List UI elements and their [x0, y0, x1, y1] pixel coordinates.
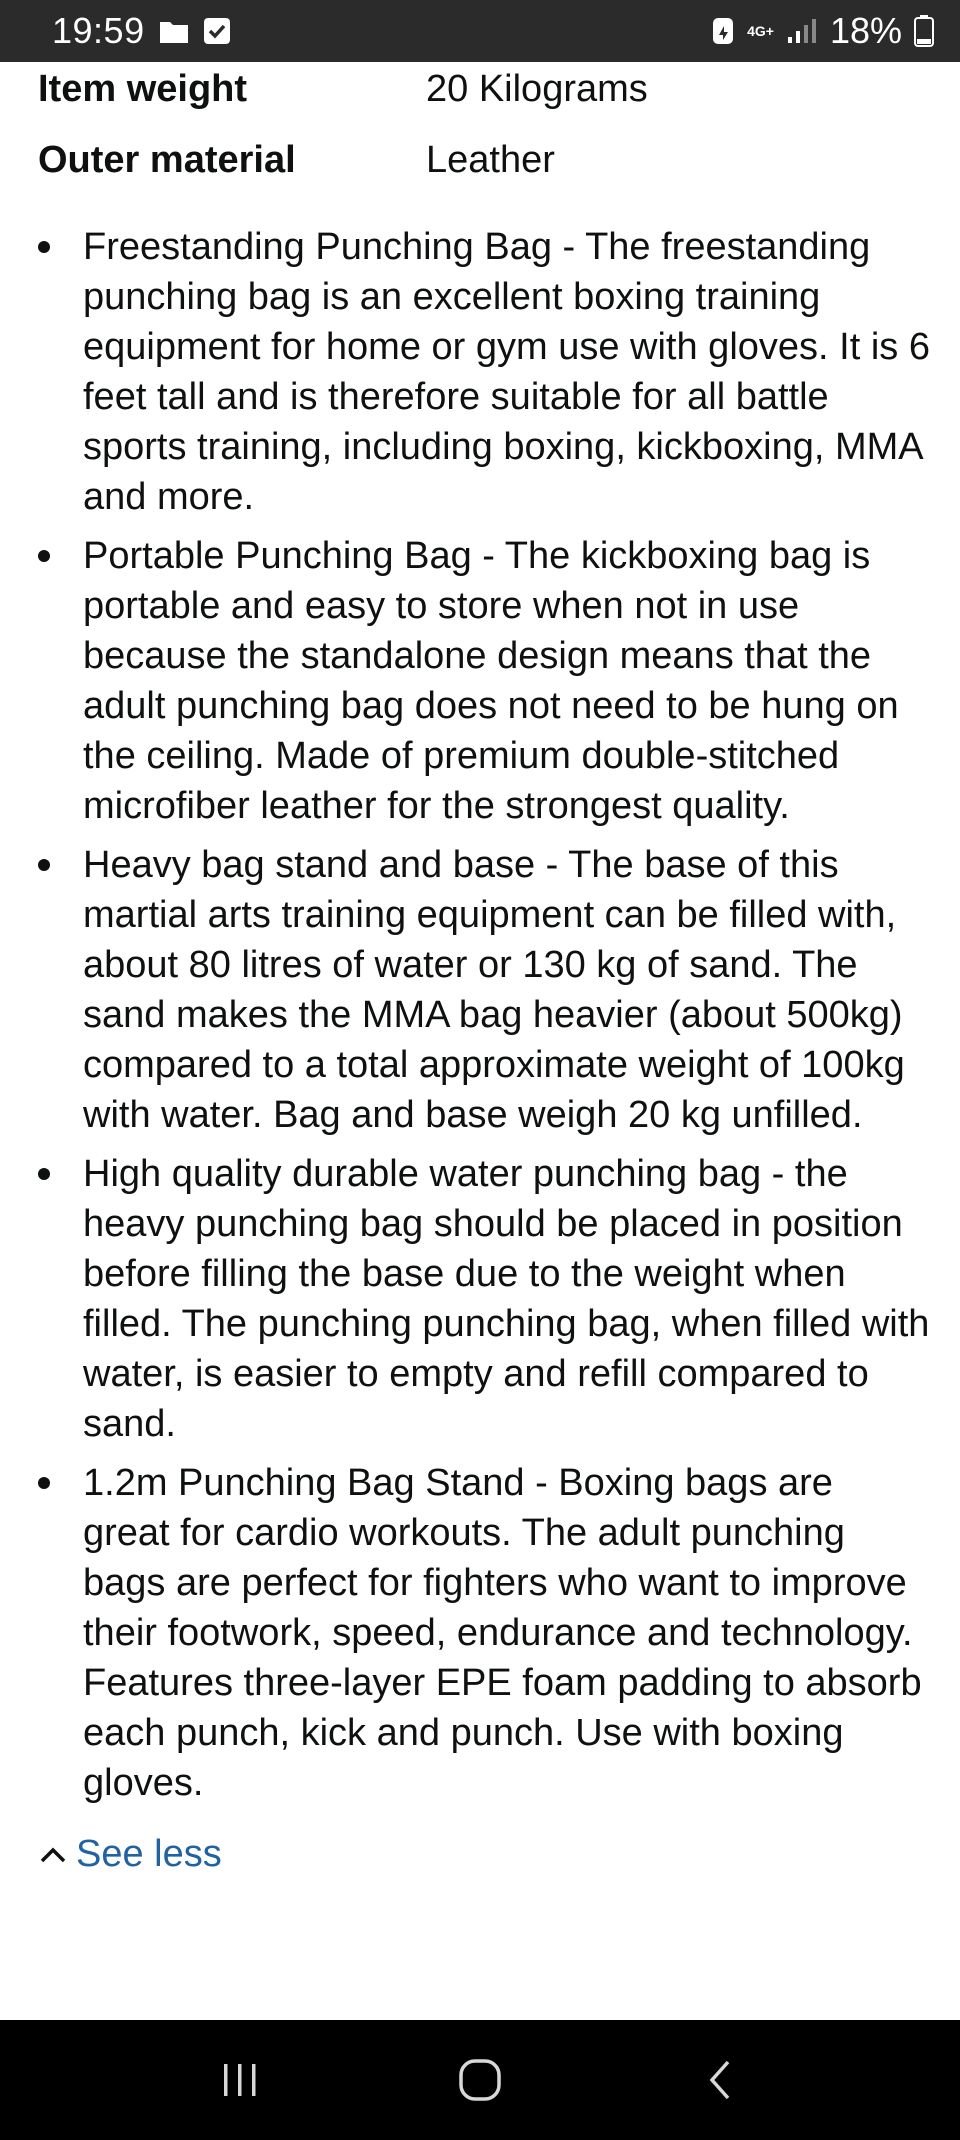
feature-bullet-text: Freestanding Punching Bag - The freestanding punching bag is an excellent boxing training equipment for home or gym use with gloves. It is 6 feet tall and is therefore suitable for all battle sports training, including boxing, kickboxing, MMA and more. [83, 226, 930, 518]
feature-bullet [38, 222, 930, 522]
recent-apps-icon[interactable] [200, 2040, 280, 2120]
feature-bullet-text: High quality durable water punching bag - the heavy punching bag should be placed in position before filling the base due to the weight when filled. The punching punching bag, when filled with water, is easier to empty and refill compared to sand. [83, 1153, 930, 1445]
spec-value: 20 Kilograms [426, 68, 648, 110]
signal-icon [786, 17, 818, 45]
spec-table [0, 62, 960, 200]
battery-percentage: 18% [829, 10, 902, 51]
back-icon[interactable] [680, 2040, 760, 2120]
spec-row-item-weight [38, 62, 922, 120]
data-saver-icon [711, 16, 735, 46]
checkbox-icon [203, 17, 231, 45]
network-type [747, 24, 774, 38]
product-details [0, 62, 960, 1876]
folder-icon [159, 18, 189, 44]
bullet-dot-icon [38, 1458, 83, 1808]
bullet-dot-icon [38, 531, 83, 831]
status-left [52, 10, 231, 52]
home-icon[interactable] [440, 2040, 520, 2120]
bullet-dot-icon [38, 840, 83, 1140]
spec-row-outer-material [38, 120, 922, 200]
network-label: 4G+ [747, 23, 774, 39]
status-right [711, 10, 934, 52]
status-time: 19:59 [52, 10, 145, 51]
system-nav-bar [0, 2020, 960, 2140]
feature-bullet-text: Portable Punching Bag - The kickboxing bag is portable and easy to store when not in use because the standalone design means that the adult punching bag does not need to be hung on the ceiling. Made of premium double-stitched microfiber leather for the strongest quality. [83, 535, 899, 827]
spec-value: Leather [426, 138, 555, 181]
feature-bullet-list [0, 200, 960, 1808]
feature-bullet-text: 1.2m Punching Bag Stand - Boxing bags are great for cardio workouts. The adult punching bags are perfect for fighters who want to improve their footwork, speed, endurance and technology. Features three-layer EPE foam padding to absorb each punch, kick and punch. Use with boxing gloves. [83, 1462, 922, 1804]
feature-bullet-text: Heavy bag stand and base - The base of this martial arts training equipment can be filled with, about 80 litres of water or 130 kg of sand. The sand makes the MMA bag heavier (about 500kg) compared to a total approximate weight of 100kg with water. Bag and base weigh 20 kg unfilled. [83, 844, 905, 1136]
status-bar [0, 0, 960, 62]
feature-bullet [38, 840, 930, 1140]
feature-bullet [38, 531, 930, 831]
battery-icon [914, 15, 934, 47]
see-less-link[interactable] [0, 1817, 960, 1876]
spec-label: Outer material [38, 138, 296, 181]
see-less-label: See less [76, 1833, 222, 1875]
feature-bullet [38, 1458, 930, 1808]
bullet-dot-icon [38, 222, 83, 522]
feature-bullet [38, 1149, 930, 1449]
bullet-dot-icon [38, 1149, 83, 1449]
chevron-up-icon [38, 1844, 68, 1866]
spec-label: Item weight [38, 68, 248, 110]
